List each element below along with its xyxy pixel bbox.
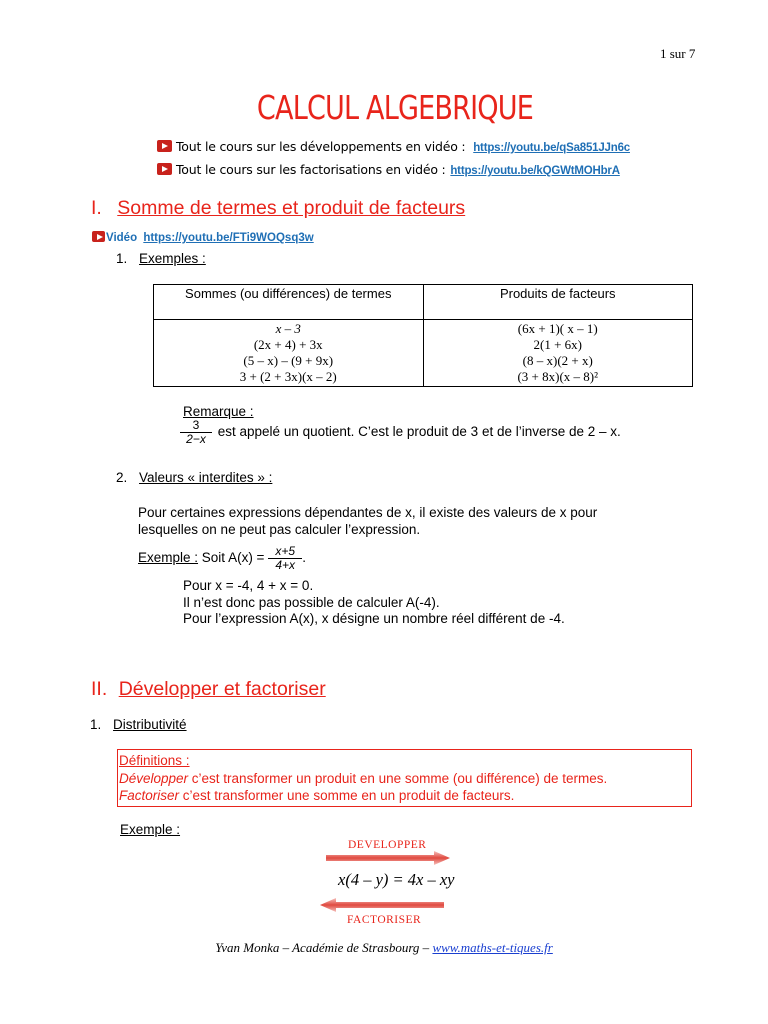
fraction-numerator: 3 [180,419,212,433]
fraction-denominator: 2−x [186,432,206,446]
section-heading-1 [91,197,465,220]
example-line: Exemple : Soit A(x) = $\frac{x+5}{4+x}$ . [138,544,306,572]
definition-text: c’est transformer une somme en un produit de facteurs. [179,788,515,803]
sum-expression: (5 – x) – (9 + 9x) [243,353,334,368]
video-link-url[interactable]: https://youtu.be/kQGWtMOHbrA [450,165,620,177]
youtube-play-icon[interactable] [92,231,105,242]
section1-video-row [92,231,314,244]
video-label: Vidéo [106,232,138,244]
remark-body [180,419,621,446]
paragraph-line: Pour certaines expressions dépendantes de x, il existe des valeurs de x pour [138,505,598,520]
table-header-row [154,285,693,320]
section-numeral: II. [91,678,108,700]
definition-factoriser [119,787,607,805]
video-link-row-factorisations [157,162,620,177]
example-line-1: Pour x = -4, 4 + x = 0. [183,578,314,593]
equation: x(4 – y) = 4x – xy [338,870,455,889]
subheading-number: 1. [116,251,128,266]
definitions-content [119,752,607,805]
product-expression: 2(1 + 6x) [533,337,582,352]
arrow-label-factoriser: FACTORISER [347,914,422,926]
subheading-title: Exemples : [139,251,206,266]
fraction-denominator: 4+x [275,558,296,572]
example-line-3: Pour l’expression A(x), x désigne un nombre réel différent de -4. [183,611,565,626]
section-title: Développer et factoriser [118,678,326,700]
definition-term: Factoriser [119,788,180,803]
definition-developper [119,770,607,788]
table-header-sums: Sommes (ou différences) de termes [154,285,424,320]
examples-table [153,284,693,387]
sum-expression: 3 + (2 + 3x)(x – 2) [239,369,337,384]
paragraph-line: lesquelles on ne peut pas calculer l’expression. [138,522,421,537]
youtube-play-icon[interactable] [157,140,172,152]
video-link-label: Tout le cours sur les factorisations en vidéo : [176,162,446,177]
example-fraction [268,545,302,572]
sum-expression: (2x + 4) + 3x [253,337,323,352]
remark-title: Remarque : [183,404,254,419]
video-link-url[interactable]: https://youtu.be/qSa851JJn6c [473,142,630,154]
example-label-2: Exemple : [120,822,181,837]
page-title: CALCUL ALGEBRIQUE [256,88,534,127]
product-expression: (6x + 1)( x – 1) [517,321,598,336]
table-header-products: Produits de facteurs [423,285,693,320]
remark-text: est appelé un quotient. C’est le produit de 3 et de l’inverse de 2 – x. [217,424,621,440]
example-line-2: Il n’est donc pas possible de calculer A(-4). [183,594,440,610]
subheading-title: Valeurs « interdites » : [139,470,273,485]
quotient-fraction [180,419,212,446]
youtube-play-icon[interactable] [157,163,172,175]
video-link-row-developpements [157,139,630,154]
video-link-label: Tout le cours sur les développements en vidéo : [176,139,466,154]
equation-distributivity [338,870,455,890]
product-expression: (3 + 8x)(x – 8)² [517,369,599,384]
subheading-title: Distributivité [113,717,187,732]
page-number: 1 sur 7 [660,46,696,61]
paragraph-valeurs [138,504,597,538]
product-expression: (8 – x)(2 + x) [522,353,593,368]
definition-term: Développer [119,770,189,786]
subheading-number: 2. [116,470,128,485]
example-explanation [183,578,565,628]
left-arrow-icon [320,898,444,912]
subheading-distributivite [90,717,187,732]
definition-text: c’est transformer un produit en une somme (ou différence) de termes. [188,770,608,786]
section-numeral: I. [91,197,102,219]
example-label: Exemple : [138,550,199,566]
subheading-exemples [116,251,206,266]
right-arrow-icon [326,851,450,865]
footer-text: Yvan Monka – Académie de Strasbourg – [215,940,433,955]
section-title: Somme de termes et produit de facteurs [117,197,466,219]
subheading-number: 1. [90,717,102,732]
fraction-numerator: x+5 [268,545,302,559]
sum-expression: x – 3 [275,321,301,336]
footer [0,940,768,956]
subheading-valeurs-interdites [116,470,272,485]
table-cell-sums [154,320,424,387]
example-intro: Soit A(x) = [201,550,265,566]
footer-link[interactable]: www.maths-et-tiques.fr [432,940,553,955]
definitions-title: Définitions : [119,753,190,768]
section-heading-2 [91,678,326,701]
table-row [154,320,693,387]
arrow-label-developper: DEVELOPPER [348,839,427,851]
table-cell-products [423,320,693,387]
video-link-url[interactable]: https://youtu.be/FTi9WOQsq3w [143,232,314,244]
